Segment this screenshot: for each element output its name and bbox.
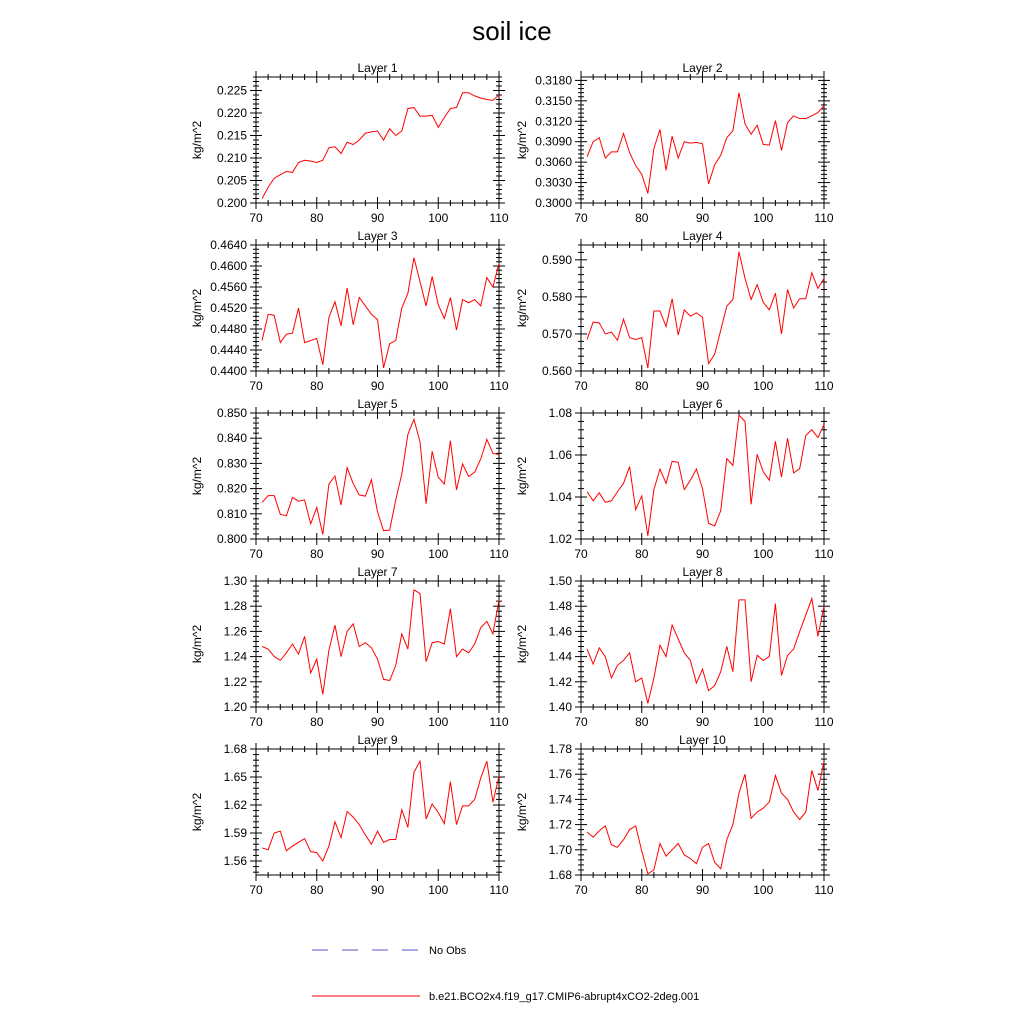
y-axis-label: kg/m^2 — [190, 456, 204, 496]
x-tick-label: 80 — [635, 547, 649, 561]
panel-8 — [515, 565, 834, 729]
y-tick-label: 0.210 — [216, 151, 247, 165]
y-tick-label: 1.50 — [548, 574, 572, 588]
y-tick-label: 1.20 — [223, 700, 247, 714]
plot-frame — [581, 77, 824, 203]
series-line — [587, 252, 824, 368]
y-tick-label: 1.76 — [548, 767, 572, 782]
plot-frame — [581, 749, 824, 875]
y-tick-label: 0.590 — [541, 252, 572, 267]
panel-7 — [190, 565, 509, 729]
panel-4 — [515, 229, 834, 393]
x-tick-label: 100 — [753, 211, 774, 225]
y-tick-label: 1.22 — [223, 674, 247, 689]
plot-frame — [256, 413, 499, 539]
y-tick-label: 1.06 — [548, 448, 572, 462]
x-tick-label: 110 — [814, 715, 834, 729]
x-tick-label: 110 — [814, 883, 834, 897]
x-tick-label: 90 — [695, 547, 710, 561]
panel-title: Layer 9 — [357, 733, 398, 747]
x-tick-label: 80 — [635, 379, 649, 393]
x-tick-label: 70 — [249, 715, 263, 729]
y-axis-label: kg/m^2 — [190, 792, 204, 832]
x-tick-label: 70 — [574, 211, 588, 225]
panel-title: Layer 3 — [357, 229, 398, 243]
x-tick-label: 70 — [574, 883, 588, 897]
y-tick-label: 0.4600 — [210, 259, 247, 273]
x-tick-label: 100 — [753, 379, 774, 393]
y-axis-label: kg/m^2 — [190, 288, 204, 328]
y-tick-label: 0.560 — [541, 364, 572, 378]
y-tick-label: 1.59 — [223, 826, 247, 840]
y-tick-label: 0.4480 — [210, 322, 247, 336]
y-axis-label: kg/m^2 — [190, 624, 204, 664]
y-tick-label: 0.800 — [216, 532, 247, 546]
y-tick-label: 1.42 — [548, 674, 572, 689]
x-tick-label: 100 — [753, 883, 774, 897]
x-tick-label: 100 — [428, 379, 449, 393]
y-tick-label: 0.220 — [216, 106, 247, 120]
y-tick-label: 0.215 — [216, 128, 247, 143]
x-tick-label: 100 — [753, 547, 774, 561]
y-tick-label: 1.24 — [223, 649, 247, 664]
y-tick-label: 0.850 — [216, 406, 247, 420]
panel-title: Layer 2 — [682, 61, 723, 75]
plot-frame — [581, 413, 824, 539]
y-tick-label: 0.205 — [216, 173, 247, 188]
x-tick-label: 90 — [370, 883, 385, 897]
panel-1 — [190, 61, 509, 225]
y-tick-label: 0.810 — [216, 506, 247, 521]
x-tick-label: 70 — [249, 547, 263, 561]
y-tick-label: 0.200 — [216, 196, 247, 210]
panel-5 — [190, 397, 509, 561]
y-tick-label: 0.580 — [541, 289, 572, 304]
y-tick-label: 0.4520 — [210, 301, 247, 315]
y-axis-label: kg/m^2 — [515, 120, 529, 160]
x-tick-label: 70 — [574, 379, 588, 393]
x-tick-label: 70 — [249, 379, 263, 393]
panel-title: Layer 5 — [357, 397, 398, 411]
series-line — [587, 415, 824, 536]
x-tick-label: 80 — [310, 547, 324, 561]
series-line — [262, 761, 499, 861]
x-tick-label: 110 — [814, 211, 834, 225]
panel-9 — [190, 733, 509, 897]
y-tick-label: 1.68 — [548, 868, 572, 882]
x-tick-label: 110 — [489, 547, 509, 561]
panel-10 — [515, 733, 834, 897]
y-tick-label: 0.3000 — [535, 196, 572, 210]
x-tick-label: 90 — [370, 715, 385, 729]
y-tick-label: 0.3180 — [535, 73, 572, 88]
y-tick-label: 1.26 — [223, 624, 247, 639]
y-axis-label: kg/m^2 — [515, 792, 529, 832]
x-tick-label: 100 — [753, 715, 774, 729]
y-tick-label: 1.62 — [223, 798, 247, 812]
x-tick-label: 80 — [310, 715, 324, 729]
y-tick-label: 1.28 — [223, 599, 247, 614]
y-axis-label: kg/m^2 — [515, 288, 529, 328]
x-tick-label: 100 — [428, 211, 449, 225]
panel-title: Layer 1 — [357, 61, 398, 75]
panel-title: Layer 8 — [682, 565, 723, 579]
y-tick-label: 0.840 — [216, 431, 247, 446]
panel-title: Layer 7 — [357, 565, 398, 579]
x-tick-label: 110 — [489, 379, 509, 393]
y-tick-label: 1.44 — [548, 649, 572, 664]
x-tick-label: 110 — [814, 379, 834, 393]
plot-frame — [256, 245, 499, 371]
y-tick-label: 0.3030 — [535, 175, 572, 190]
chart-main-title: soil ice — [472, 16, 552, 46]
y-tick-label: 1.72 — [548, 817, 572, 832]
x-tick-label: 70 — [249, 883, 263, 897]
y-tick-label: 1.08 — [548, 406, 572, 420]
x-tick-label: 80 — [635, 211, 649, 225]
y-tick-label: 0.4560 — [210, 280, 247, 294]
panel-6 — [515, 397, 834, 561]
series-line — [587, 599, 824, 704]
y-tick-label: 1.65 — [223, 770, 247, 784]
y-tick-label: 0.4640 — [210, 238, 247, 252]
x-tick-label: 70 — [574, 715, 588, 729]
panel-title: Layer 6 — [682, 397, 723, 411]
x-tick-label: 80 — [310, 883, 324, 897]
panel-title: Layer 10 — [679, 733, 726, 747]
x-tick-label: 80 — [310, 379, 324, 393]
y-tick-label: 1.30 — [223, 574, 247, 588]
y-tick-label: 1.78 — [548, 742, 572, 756]
x-tick-label: 90 — [370, 211, 385, 225]
plot-frame — [256, 749, 499, 875]
x-tick-label: 70 — [249, 211, 263, 225]
panel-title: Layer 4 — [682, 229, 723, 243]
series-line — [587, 93, 824, 194]
x-tick-label: 90 — [695, 715, 710, 729]
x-tick-label: 90 — [695, 211, 710, 225]
x-tick-label: 80 — [310, 211, 324, 225]
series-line — [587, 762, 824, 874]
y-tick-label: 1.68 — [223, 742, 247, 756]
y-tick-label: 1.56 — [223, 854, 247, 868]
y-tick-label: 1.46 — [548, 624, 572, 639]
plot-frame — [581, 581, 824, 707]
x-tick-label: 90 — [695, 883, 710, 897]
x-tick-label: 90 — [370, 547, 385, 561]
y-tick-label: 1.48 — [548, 599, 572, 614]
x-tick-label: 80 — [635, 715, 649, 729]
legend-label-model: b.e21.BCO2x4.f19_g17.CMIP6-abrupt4xCO2-2deg.001 — [429, 991, 700, 1003]
y-tick-label: 1.04 — [548, 490, 572, 504]
y-axis-label: kg/m^2 — [190, 120, 204, 160]
x-tick-label: 100 — [428, 547, 449, 561]
y-tick-label: 0.3060 — [535, 155, 572, 170]
x-tick-label: 100 — [428, 883, 449, 897]
y-tick-label: 1.74 — [548, 792, 572, 807]
series-line — [262, 93, 499, 199]
panel-2 — [515, 61, 834, 225]
y-axis-label: kg/m^2 — [515, 624, 529, 664]
y-tick-label: 0.820 — [216, 481, 247, 496]
plot-frame — [581, 245, 824, 371]
y-tick-label: 0.4400 — [210, 364, 247, 378]
y-tick-label: 0.3090 — [535, 134, 572, 149]
legend-label-no-obs: No Obs — [429, 945, 467, 957]
y-tick-label: 1.70 — [548, 842, 572, 857]
plot-frame — [256, 77, 499, 203]
x-tick-label: 110 — [489, 211, 509, 225]
x-tick-label: 90 — [370, 379, 385, 393]
y-axis-label: kg/m^2 — [515, 456, 529, 496]
x-tick-label: 90 — [695, 379, 710, 393]
y-tick-label: 0.830 — [216, 456, 247, 471]
x-tick-label: 70 — [574, 547, 588, 561]
panel-3 — [190, 229, 509, 393]
y-tick-label: 1.02 — [548, 532, 572, 546]
y-tick-label: 0.3150 — [535, 93, 572, 108]
series-line — [262, 419, 499, 534]
y-tick-label: 1.40 — [548, 700, 572, 714]
legend — [312, 945, 699, 1003]
x-tick-label: 80 — [635, 883, 649, 897]
y-tick-label: 0.570 — [541, 326, 572, 341]
x-tick-label: 110 — [814, 547, 834, 561]
y-tick-label: 0.3120 — [535, 114, 572, 129]
y-tick-label: 0.225 — [216, 83, 247, 98]
series-line — [262, 590, 499, 695]
y-tick-label: 0.4440 — [210, 343, 247, 357]
x-tick-label: 110 — [489, 715, 509, 729]
x-tick-label: 100 — [428, 715, 449, 729]
x-tick-label: 110 — [489, 883, 509, 897]
series-line — [262, 258, 499, 368]
